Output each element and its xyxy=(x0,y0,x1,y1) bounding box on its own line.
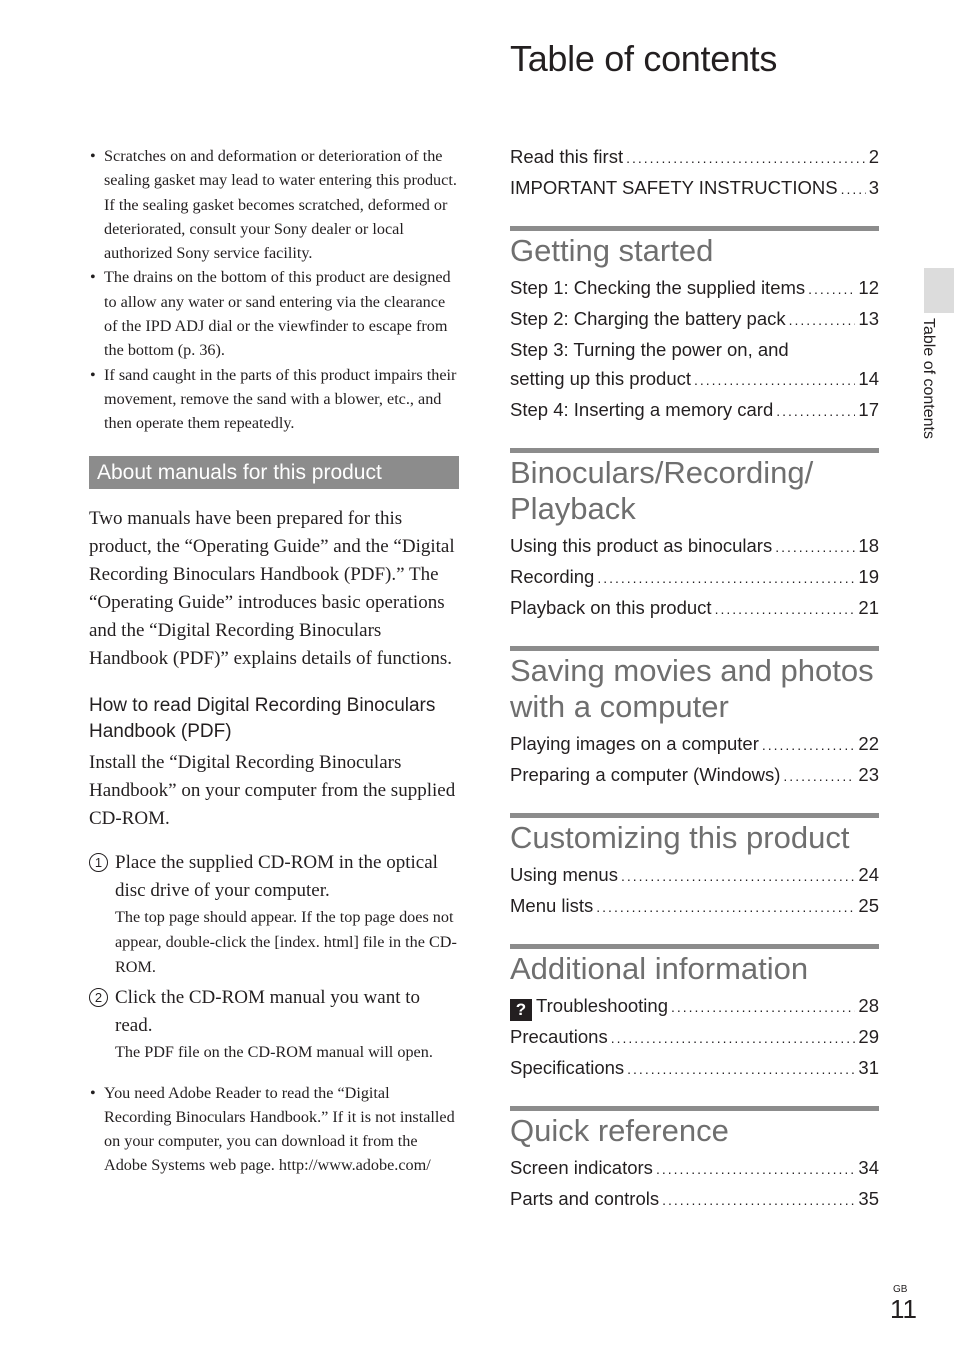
question-mark-icon: ? xyxy=(510,999,532,1021)
toc-entry[interactable] xyxy=(510,562,879,593)
toc-entry[interactable] xyxy=(510,1153,879,1184)
toc-entry-page: 3 xyxy=(868,177,879,198)
toc-entry-title: Step 2: Charging the battery pack xyxy=(510,308,786,329)
leader-dots xyxy=(841,175,866,204)
toc-entry-title: Using menus xyxy=(510,864,618,885)
leader-dots xyxy=(715,595,856,624)
step-number-icon: 1 xyxy=(89,853,108,872)
toc-entry[interactable] xyxy=(510,173,879,204)
step-detail: The top page should appear. If the top page does not appear, double-click the [index. html] file in the CD-ROM. xyxy=(115,907,457,976)
toc-entry-page: 23 xyxy=(858,764,879,785)
toc-section-binoculars xyxy=(510,448,879,624)
section-heading: Additional information xyxy=(510,951,809,986)
leader-dots xyxy=(596,893,855,922)
toc-entry[interactable] xyxy=(510,593,879,624)
toc-entry[interactable] xyxy=(510,991,879,1022)
toc-entry-page: 18 xyxy=(858,535,879,556)
toc-entry[interactable] xyxy=(510,335,879,395)
toc-entry[interactable] xyxy=(510,1053,879,1084)
toc-entry[interactable] xyxy=(510,304,879,335)
toc-entry-page: 19 xyxy=(858,566,879,587)
toc-entry-title: Specifications xyxy=(510,1057,625,1078)
toc-entry[interactable] xyxy=(510,860,879,891)
leader-dots xyxy=(627,1055,855,1084)
leader-dots xyxy=(656,1155,855,1184)
leader-dots xyxy=(626,144,866,173)
toc-entry-title: Preparing a computer (Windows) xyxy=(510,764,781,785)
leader-dots xyxy=(621,862,855,891)
toc-entry-title: Screen indicators xyxy=(510,1157,653,1178)
section-heading: Binoculars/Recording/ Playback xyxy=(510,455,814,526)
toc-entry-page: 21 xyxy=(858,597,879,618)
toc-entry-title: Step 1: Checking the supplied items xyxy=(510,277,806,298)
toc-entry-title: Troubleshooting xyxy=(536,995,668,1016)
toc-section-saving-movies xyxy=(510,646,879,791)
toc-column xyxy=(510,142,879,1215)
step-item xyxy=(89,849,459,980)
toc-entry-page: 22 xyxy=(858,733,879,754)
leader-dots xyxy=(671,993,855,1022)
toc-entry-title-wrap xyxy=(510,991,668,1021)
page-number: 11 xyxy=(890,1294,917,1324)
install-paragraph: Install the “Digital Recording Binoculars Handbook” on your computer from the supplied CD-ROM. xyxy=(89,751,456,829)
steps-list xyxy=(89,849,459,1065)
leader-dots xyxy=(611,1024,856,1053)
step-item xyxy=(89,984,459,1065)
step-text: Place the supplied CD-ROM in the optical disc drive of your computer. xyxy=(115,851,438,901)
list-item: • If sand caught in the parts of this product impairs their movement, remove the sand with a blower, etc., and then operate them repeatedly. xyxy=(89,363,459,436)
note-list xyxy=(89,1081,459,1178)
toc-entry-title: Step 4: Inserting a memory card xyxy=(510,399,774,420)
toc-entry[interactable] xyxy=(510,1022,879,1053)
leader-dots xyxy=(597,564,855,593)
toc-entry[interactable] xyxy=(510,142,879,173)
toc-entry[interactable] xyxy=(510,395,879,426)
leader-dots xyxy=(783,762,855,791)
toc-section-additional-info xyxy=(510,944,879,1084)
toc-entry[interactable] xyxy=(510,891,879,922)
toc-entry-line xyxy=(510,364,879,395)
toc-entry-page: 28 xyxy=(858,995,879,1016)
leader-dots xyxy=(694,366,855,395)
caution-list xyxy=(89,144,459,436)
toc-entry-title: Step 3: Turning the power on, and xyxy=(510,339,789,360)
toc-entry-page: 2 xyxy=(868,146,879,167)
toc-entry-page: 17 xyxy=(858,399,879,420)
leader-dots xyxy=(789,306,856,335)
toc-section-quick-reference xyxy=(510,1106,879,1215)
toc-entry-page: 13 xyxy=(858,308,879,329)
toc-entry-title: Precautions xyxy=(510,1026,608,1047)
list-item: • You need Adobe Reader to read the “Digital Recording Binoculars Handbook.” If it is not installed on your computer, you can download it from the Adobe Systems web page. http://www.adobe.com/ xyxy=(89,1081,459,1178)
toc-section-getting-started xyxy=(510,226,879,426)
toc-entry-page: 24 xyxy=(858,864,879,885)
subheading: How to read Digital Recording Binoculars Handbook (PDF) xyxy=(89,694,436,742)
section-heading: Saving movies and photos with a computer xyxy=(510,653,874,724)
toc-entry-title: Recording xyxy=(510,566,595,587)
step-detail: The PDF file on the CD-ROM manual will open. xyxy=(115,1042,433,1061)
leader-dots xyxy=(808,275,855,304)
section-heading: Quick reference xyxy=(510,1113,729,1148)
region-code: GB xyxy=(893,1284,908,1295)
toc-entry-page: 35 xyxy=(858,1188,879,1209)
toc-entry-title: Parts and controls xyxy=(510,1188,660,1209)
section-heading: Customizing this product xyxy=(510,820,850,855)
section-band-heading: About manuals for this product xyxy=(89,456,459,489)
list-item: • The drains on the bottom of this product are designed to allow any water or sand entering via the clearance of the IPD ADJ dial or the viewfinder to escape from the bottom (p. 36). xyxy=(89,265,459,362)
left-column xyxy=(89,144,459,1178)
toc-entry-page: 25 xyxy=(858,895,879,916)
toc-entry-title: Using this product as binoculars xyxy=(510,535,773,556)
toc-entry-title: Menu lists xyxy=(510,895,594,916)
toc-entry-page: 31 xyxy=(858,1057,879,1078)
toc-entry-title-continued: setting up this product xyxy=(510,368,691,389)
toc-entry[interactable] xyxy=(510,760,879,791)
leader-dots xyxy=(662,1186,855,1215)
toc-entry-title: Playing images on a computer xyxy=(510,733,759,754)
intro-paragraph: Two manuals have been prepared for this product, the “Operating Guide” and the “Digital Recording Binoculars Handbook (PDF).” The “Operating Guide” introduces basic operations and the “Digital Recording Binoculars Handbook (PDF)” explains details of functions. xyxy=(89,507,455,669)
list-item: • Scratches on and deformation or deterioration of the sealing gasket may lead to water entering this product. If the sealing gasket becomes scratched, deformed or deteriorated, consult your Sony dealer or local authorized Sony service facility. xyxy=(89,144,459,265)
toc-entry-page: 29 xyxy=(858,1026,879,1047)
page-title: Table of contents xyxy=(510,38,778,79)
toc-entry-page: 14 xyxy=(858,368,879,389)
leader-dots xyxy=(776,397,855,426)
toc-entry-title: Read this first xyxy=(510,146,624,167)
toc-entry-title: IMPORTANT SAFETY INSTRUCTIONS xyxy=(510,177,838,198)
leader-dots xyxy=(775,533,855,562)
leader-dots xyxy=(762,731,856,760)
toc-entry[interactable] xyxy=(510,729,879,760)
section-heading: Getting started xyxy=(510,233,714,268)
side-tab-marker xyxy=(924,268,954,313)
side-tab-label: Table of contents xyxy=(920,318,937,439)
toc-entry[interactable] xyxy=(510,1184,879,1215)
step-text: Click the CD-ROM manual you want to read. xyxy=(115,986,421,1036)
toc-entry[interactable] xyxy=(510,273,879,304)
step-number-icon: 2 xyxy=(89,988,108,1007)
toc-section-customizing xyxy=(510,813,879,922)
toc-entry[interactable] xyxy=(510,531,879,562)
toc-entry-title: Playback on this product xyxy=(510,597,712,618)
toc-entry-page: 12 xyxy=(858,277,879,298)
toc-entry-page: 34 xyxy=(858,1157,879,1178)
